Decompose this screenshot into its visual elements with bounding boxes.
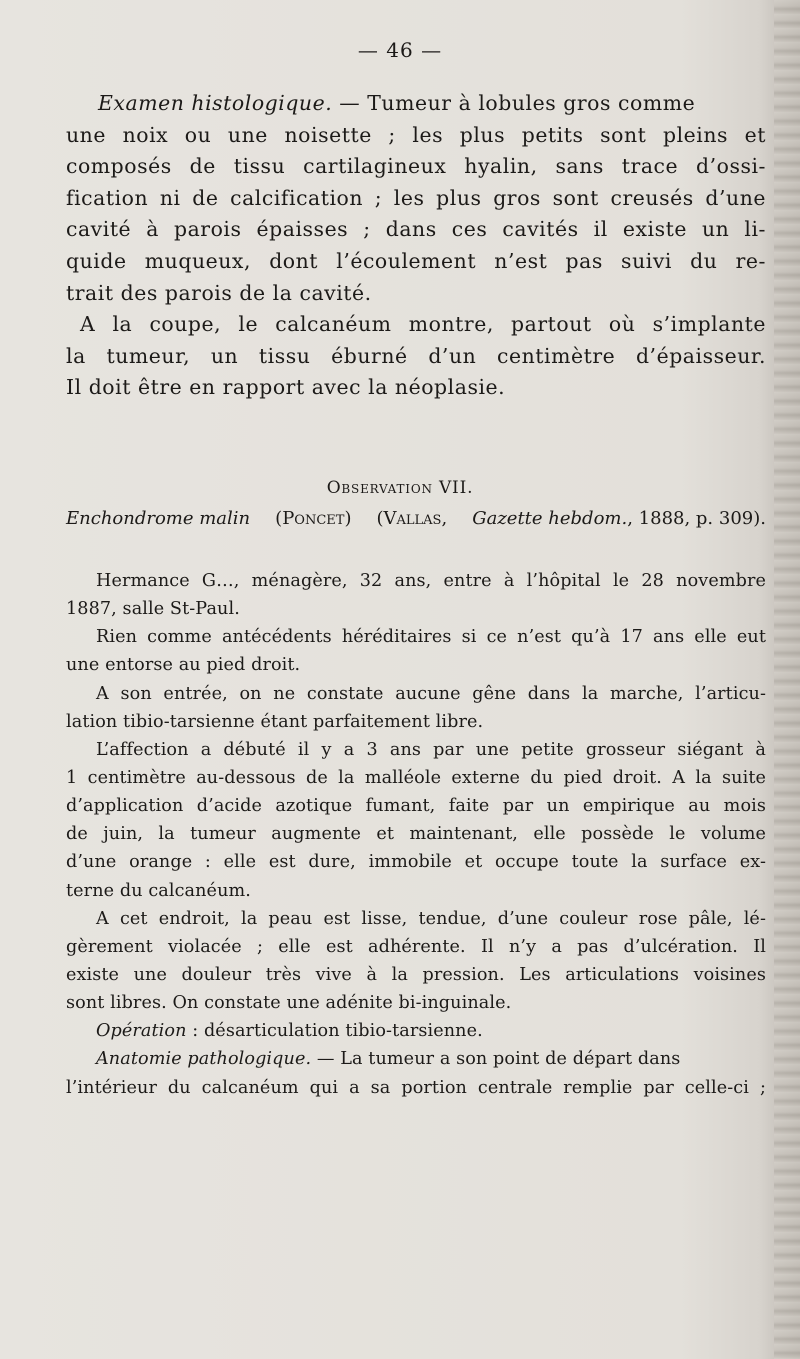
observation-heading: Observation VII.	[326, 478, 474, 498]
observation-body	[66, 567, 766, 1102]
observation-title: Enchondrome malin	[66, 508, 251, 529]
source-suffix: , 1888, p. 309).	[627, 508, 766, 529]
anatomy-text: — La tumeur a son point de départ dans	[311, 1049, 681, 1070]
text-line: A cet endroit, la peau est lisse, tendue, d’une couleur rose pâle, lé-	[96, 908, 766, 929]
page-edge-shadow	[774, 0, 800, 1359]
text-line: la tumeur, un tissu éburné d’un centimètre d’épaisseur.	[66, 343, 766, 368]
text-line: cavité à parois épaisses ; dans ces cavités il existe un li-	[66, 217, 766, 242]
text-line: L’affection a débuté il y a 3 ans par une petite grosseur siégant à	[96, 739, 766, 760]
text-line: Il doit être en rapport avec la néoplasie.	[66, 375, 506, 400]
text-line: gèrement violacée ; elle est adhérente. Il n’y a pas d’ulcération. Il	[66, 936, 766, 957]
text-line: d’application d’acide azotique fumant, faite par un empirique au mois	[66, 796, 766, 817]
paragraph-histology	[66, 88, 766, 309]
text-line: — Tumeur à lobules gros comme	[332, 91, 696, 115]
text-line: A son entrée, on ne constate aucune gêne dans la marche, l’articu-	[96, 683, 766, 704]
text-line: lation tibio-tarsienne étant parfaitement libre.	[66, 711, 484, 732]
observation-reference	[66, 505, 766, 533]
paragraph-coupe	[66, 309, 766, 404]
text-line: trait des parois de la cavité.	[66, 280, 372, 305]
page-number: — 46 —	[357, 38, 443, 62]
text-line: 1 centimètre au-dessous de la malléole externe du pied droit. A la suite	[66, 767, 766, 788]
text-line: l’intérieur du calcanéum qui a sa portion centrale remplie par celle-ci ;	[66, 1077, 766, 1098]
observation-author: (Poncet)	[275, 508, 352, 529]
text-line: sont libres. On constate une adénite bi-inguinale.	[66, 993, 512, 1014]
text-line: A la coupe, le calcanéum montre, partout où s’implante	[80, 312, 766, 336]
histology-title: Examen histologique.	[98, 91, 333, 115]
text-line: composés de tissu cartilagineux hyalin, sans trace d’ossi-	[66, 154, 766, 179]
text-line: Hermance G…, ménagère, 32 ans, entre à l’hôpital le 28 novembre	[96, 571, 766, 591]
text-line: fication ni de calcification ; les plus gros sont creusés d’une	[66, 185, 766, 210]
operation-text: : désarticulation tibio-tarsienne.	[186, 1021, 483, 1042]
text-line: quide muqueux, dont l’écoulement n’est pas suivi du re-	[66, 248, 766, 273]
text-line: une noix ou une noisette ; les plus petits sont pleins et	[66, 122, 766, 147]
journal-name: Gazette hebdom.	[472, 508, 628, 529]
text-line: 1887, salle St-Paul.	[66, 599, 240, 620]
operation-label: Opération	[96, 1021, 187, 1042]
text-line: de juin, la tumeur augmente et maintenant, elle possède le volume	[66, 824, 766, 845]
text-line: une entorse au pied droit.	[66, 655, 301, 676]
anatomy-label: Anatomie pathologique.	[96, 1049, 312, 1070]
text-line: Rien comme antécédents héréditaires si ce n’est qu’à 17 ans elle eut	[96, 627, 766, 648]
text-line: d’une orange : elle est dure, immobile et occupe toute la surface ex-	[66, 852, 766, 873]
source-prefix: (Vallas,	[376, 508, 448, 529]
text-line: terne du calcanéum.	[66, 880, 251, 901]
text-line: existe une douleur très vive à la pression. Les articulations voisines	[66, 964, 766, 985]
